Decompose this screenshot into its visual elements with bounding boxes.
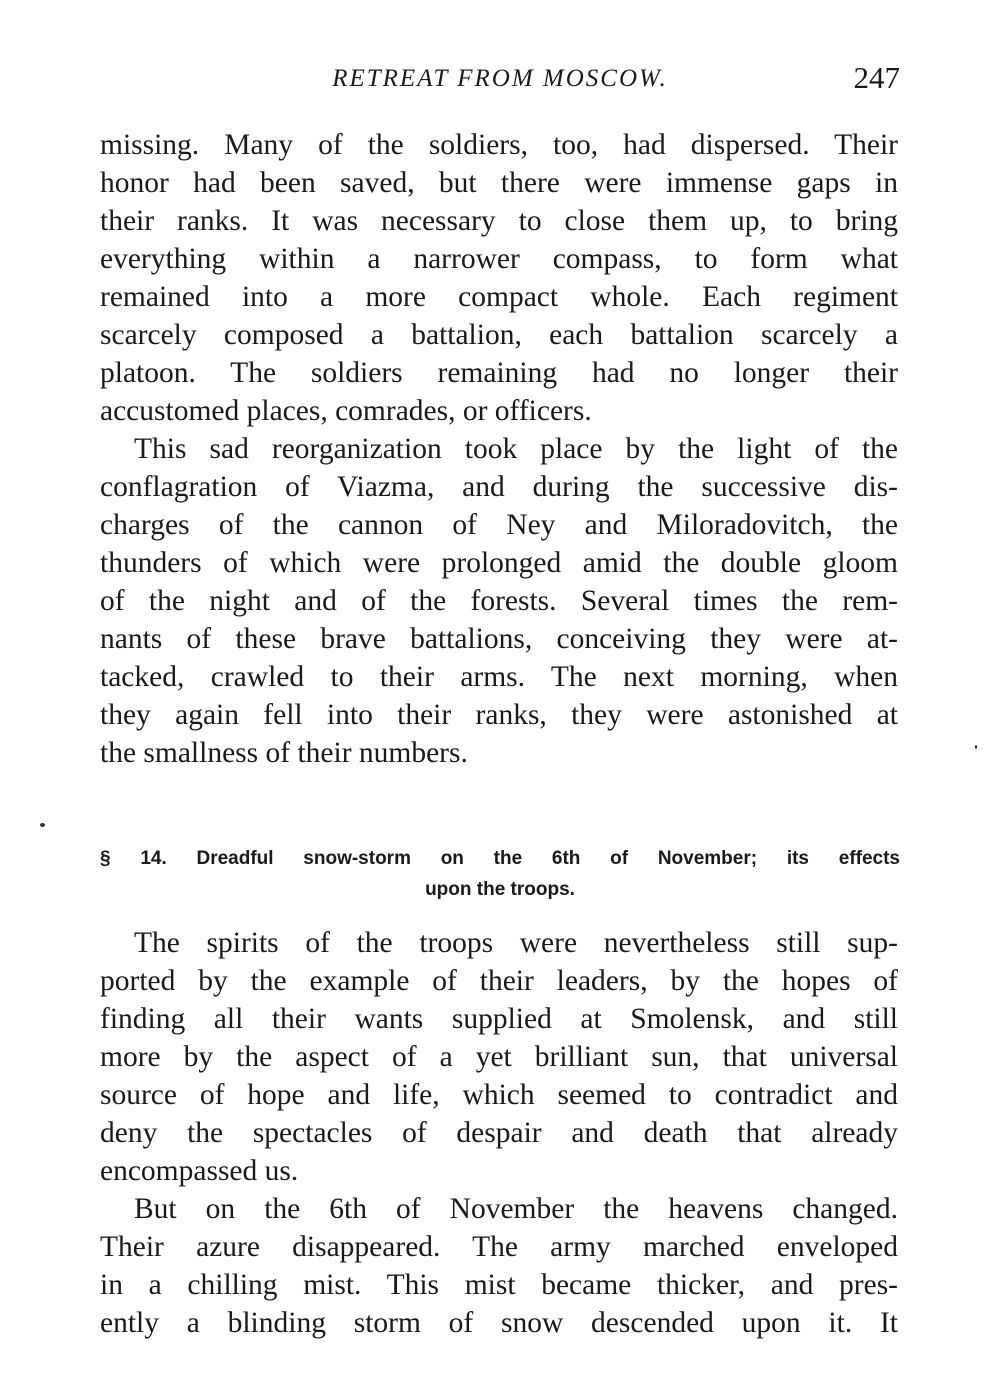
text-line: The spirits of the troops were nevertheless still sup- — [134, 927, 898, 959]
text-line: missing. Many of the soldiers, too, had dispersed. Their — [100, 129, 898, 161]
text-line: in a chilling mist. This mist became thicker, and pres- — [100, 1269, 898, 1301]
text-line: accustomed places, comrades, or officers. — [100, 395, 592, 427]
running-title: RETREAT FROM MOSCOW. — [332, 65, 668, 92]
text-line: their ranks. It was necessary to close them up, to bring — [100, 205, 898, 237]
text-line: the smallness of their numbers. — [100, 737, 468, 769]
text-line: honor had been saved, but there were immense gaps in — [100, 167, 898, 199]
text-line: But on the 6th of November the heavens changed. — [134, 1193, 898, 1225]
text-block-bottom — [100, 924, 898, 1342]
text-line: remained into a more compact whole. Each regiment — [100, 281, 898, 313]
text-line: deny the spectacles of despair and death that already — [100, 1117, 898, 1149]
section-heading-line: upon the troops. — [425, 879, 575, 900]
text-line: more by the aspect of a yet brilliant sun, that universal — [100, 1041, 898, 1073]
text-line: thunders of which were prolonged amid the double gloom — [100, 547, 898, 579]
print-speck — [40, 823, 45, 827]
text-line: ported by the example of their leaders, by the hopes of — [100, 965, 898, 997]
text-line: of the night and of the forests. Several times the rem- — [100, 585, 898, 617]
text-line: everything within a narrower compass, to form what — [100, 243, 898, 275]
text-line: Their azure disappeared. The army marched enveloped — [100, 1231, 898, 1263]
text-line: ently a blinding storm of snow descended upon it. It — [100, 1307, 898, 1339]
section-heading-line: § 14. Dreadful snow-storm on the 6th of November; its effects — [100, 848, 900, 869]
text-line: platoon. The soldiers remaining had no longer their — [100, 357, 898, 389]
text-line: conflagration of Viazma, and during the successive dis- — [100, 471, 898, 503]
text-line: encompassed us. — [100, 1155, 299, 1187]
text-line: nants of these brave battalions, conceiving they were at- — [100, 623, 898, 655]
text-line: charges of the cannon of Ney and Miloradovitch, the — [100, 509, 898, 541]
text-line: they again fell into their ranks, they were astonished at — [100, 699, 898, 731]
page-number: 247 — [853, 60, 900, 95]
print-speck — [975, 745, 977, 749]
text-line: finding all their wants supplied at Smolensk, and still — [100, 1003, 898, 1035]
section-heading — [100, 843, 900, 905]
text-line: This sad reorganization took place by the light of the — [134, 433, 898, 465]
text-line: scarcely composed a battalion, each battalion scarcely a — [100, 319, 898, 351]
text-line: tacked, crawled to their arms. The next morning, when — [100, 661, 898, 693]
text-block-top — [100, 126, 898, 772]
text-line: source of hope and life, which seemed to contradict and — [100, 1079, 898, 1111]
running-head — [100, 60, 900, 100]
